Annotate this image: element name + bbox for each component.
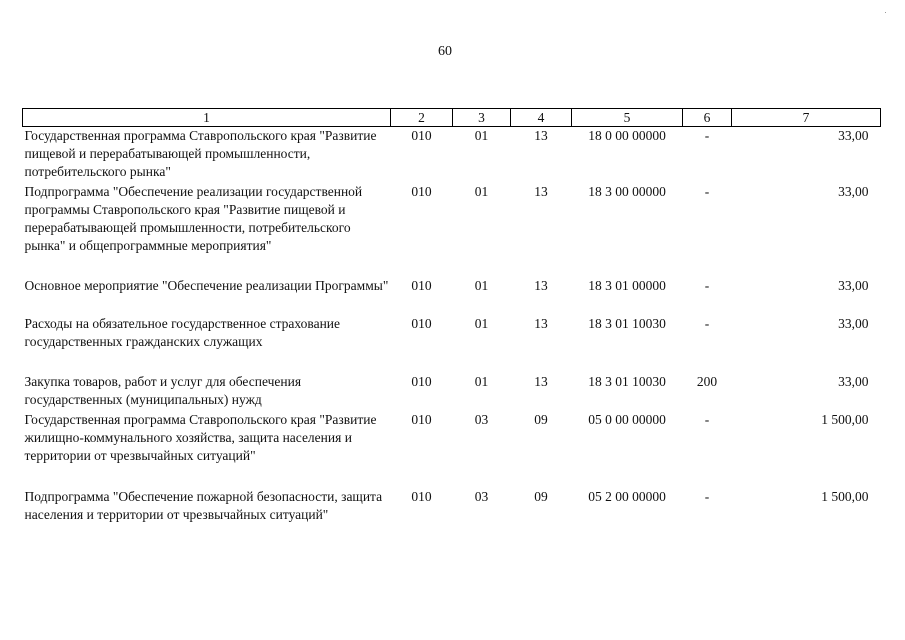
row-name: Основное мероприятие "Обеспечение реализации Программы"	[24, 277, 389, 293]
row-code-4: 13	[534, 183, 548, 199]
row-name: Государственная программа Ставропольского края "Развитие пищевой и перерабатывающей промышленности, потребительского рынка"	[24, 128, 377, 179]
row-code-6: 200	[696, 373, 718, 389]
row-code-6: -	[704, 488, 710, 504]
row-code-3: 01	[474, 183, 489, 199]
row-name: Закупка товаров, работ и услуг для обеспечения государственных (муниципальных) нужд	[24, 373, 302, 407]
row-code-2: 010	[411, 315, 432, 331]
row-code-2: 010	[411, 373, 432, 389]
row-code-2: 010	[411, 277, 432, 293]
row-code-3: 01	[474, 128, 489, 143]
row-amount: 33,00	[838, 183, 869, 199]
table-row	[23, 277, 881, 315]
row-code-3: 03	[474, 411, 489, 427]
col-header-3: 3	[453, 109, 511, 127]
row-name: Государственная программа Ставропольского края "Развитие жилищно-коммунального хозяйства, защита населения и территории от чрезвычайных ситуаций"	[24, 411, 377, 463]
row-code-5: 18 3 01 10030	[588, 373, 666, 389]
row-code-3: 01	[474, 277, 489, 293]
table-row	[23, 183, 881, 277]
budget-table	[22, 108, 881, 544]
row-amount: 33,00	[838, 315, 869, 331]
row-code-2: 010	[411, 488, 432, 504]
row-amount: 33,00	[838, 373, 869, 389]
row-name: Подпрограмма "Обеспечение реализации государственной программы Ставропольского края "Развитие пищевой и перерабатывающей промышленности, потребительского рынка" и общепрограммные мероприятия"	[24, 183, 363, 253]
row-code-6: -	[704, 315, 710, 331]
scan-speck	[885, 12, 886, 13]
row-code-6: -	[704, 277, 710, 293]
row-code-6: -	[704, 128, 710, 143]
row-code-2: 010	[411, 128, 432, 143]
col-header-5: 5	[572, 109, 683, 127]
row-code-2: 010	[411, 183, 432, 199]
row-code-5: 05 0 00 00000	[588, 411, 666, 427]
row-code-4: 09	[534, 411, 548, 427]
row-amount: 33,00	[838, 128, 869, 143]
row-code-5: 18 3 01 10030	[588, 315, 666, 331]
row-name: Подпрограмма "Обеспечение пожарной безопасности, защита населения и территории от чрезвычайных ситуаций"	[24, 488, 383, 522]
row-amount: 33,00	[838, 277, 869, 293]
row-name: Расходы на обязательное государственное страхование государственных гражданских служащих	[24, 315, 341, 349]
table-row	[23, 373, 881, 411]
row-code-4: 13	[534, 277, 548, 293]
row-code-4: 09	[534, 488, 548, 504]
row-code-5: 18 3 01 00000	[588, 277, 666, 293]
header-row	[23, 109, 881, 127]
col-header-7: 7	[732, 109, 881, 127]
row-code-4: 13	[534, 373, 548, 389]
row-amount: 1 500,00	[821, 411, 869, 427]
table-row	[23, 127, 881, 183]
row-code-3: 01	[474, 315, 489, 331]
row-code-5: 18 3 00 00000	[588, 183, 666, 199]
row-code-4: 13	[534, 128, 548, 143]
table-row	[23, 411, 881, 488]
col-header-6: 6	[683, 109, 732, 127]
page-number: 60	[438, 44, 452, 59]
row-amount: 1 500,00	[821, 488, 869, 504]
row-code-5: 18 0 00 00000	[588, 128, 666, 143]
row-code-3: 01	[474, 373, 489, 389]
row-code-2: 010	[411, 411, 432, 427]
row-code-5: 05 2 00 00000	[588, 488, 666, 504]
row-code-6: -	[704, 411, 710, 427]
row-code-6: -	[704, 183, 710, 199]
row-code-4: 13	[534, 315, 548, 331]
col-header-4: 4	[511, 109, 572, 127]
table-row	[23, 315, 881, 373]
col-header-2: 2	[391, 109, 453, 127]
table-row	[23, 488, 881, 544]
col-header-1: 1	[23, 109, 391, 127]
row-code-3: 03	[474, 488, 489, 504]
